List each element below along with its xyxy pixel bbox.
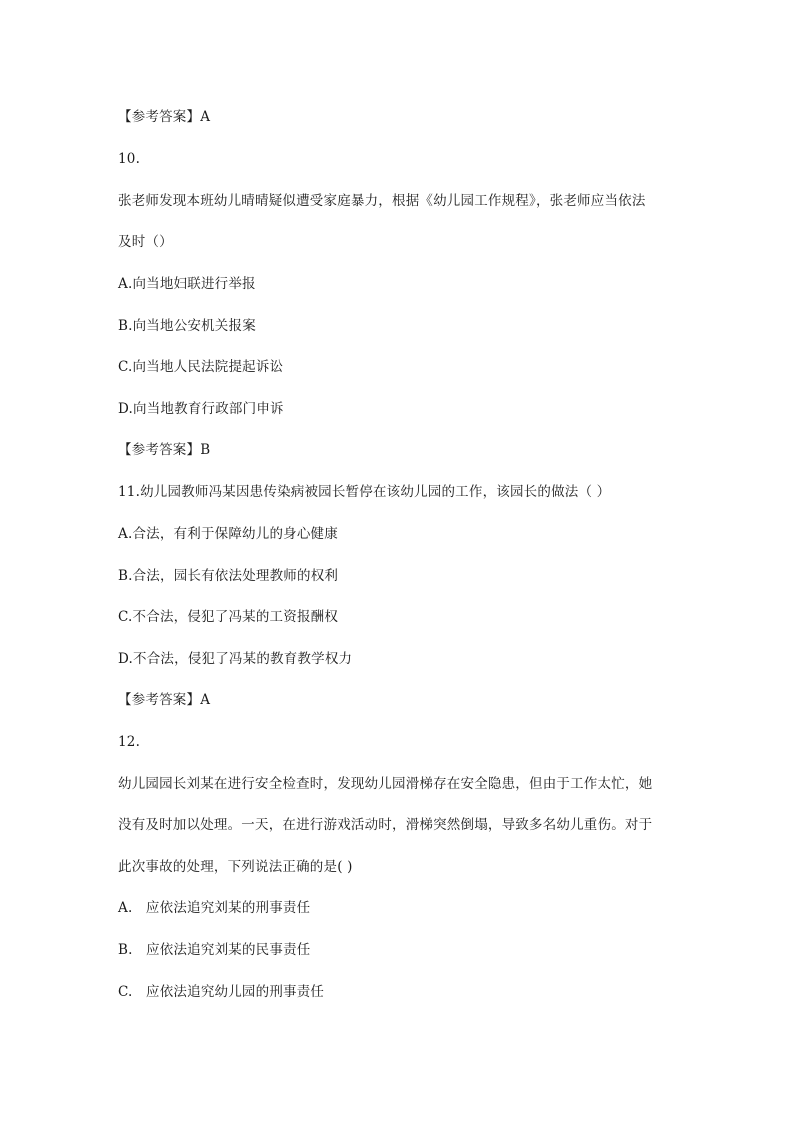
- answer-key-11: 【参考答案】A: [118, 692, 211, 708]
- question-10-option-c: C.向当地人民法院提起诉讼: [118, 359, 284, 375]
- question-12-option-b: B. 应依法追究刘某的民事责任: [118, 942, 311, 958]
- answer-key-10: 【参考答案】B: [118, 442, 211, 458]
- question-11-option-d: D.不合法，侵犯了冯某的教育教学权力: [118, 651, 353, 667]
- answer-key-9: 【参考答案】A: [118, 109, 211, 125]
- question-12-option-c: C. 应依法追究幼儿园的刑事责任: [118, 984, 325, 1000]
- question-10-stem-line-2: 及时（）: [118, 234, 173, 250]
- question-10-option-a: A.向当地妇联进行举报: [118, 276, 256, 292]
- question-11-option-c: C.不合法，侵犯了冯某的工资报酬权: [118, 609, 339, 625]
- question-10-option-d: D.向当地教育行政部门申诉: [118, 401, 284, 417]
- question-12-number: 12.: [118, 734, 141, 750]
- question-12-stem-line-3: 此次事故的处理，下列说法正确的是( ): [118, 859, 353, 875]
- question-11-stem: 11.幼儿园教师冯某因患传染病被园长暂停在该幼儿园的工作，该园长的做法（ ）: [118, 484, 611, 500]
- question-12-option-a: A. 应依法追究刘某的刑事责任: [118, 900, 311, 916]
- question-10-number: 10.: [118, 151, 141, 167]
- question-12-stem-line-2: 没有及时加以处理。一天，在进行游戏活动时，滑梯突然倒塌，导致多名幼儿重伤。对于: [118, 817, 653, 833]
- question-12-stem-line-1: 幼儿园园长刘某在进行安全检查时，发现幼儿园滑梯存在安全隐患，但由于工作太忙，她: [118, 776, 653, 792]
- question-10-stem-line-1: 张老师发现本班幼儿晴晴疑似遭受家庭暴力，根据《幼儿园工作规程》，张老师应当依法: [118, 193, 646, 209]
- question-10-option-b: B.向当地公安机关报案: [118, 318, 256, 334]
- question-11-option-b: B.合法，园长有依法处理教师的权利: [118, 568, 339, 584]
- question-11-option-a: A.合法，有利于保障幼儿的身心健康: [118, 526, 338, 542]
